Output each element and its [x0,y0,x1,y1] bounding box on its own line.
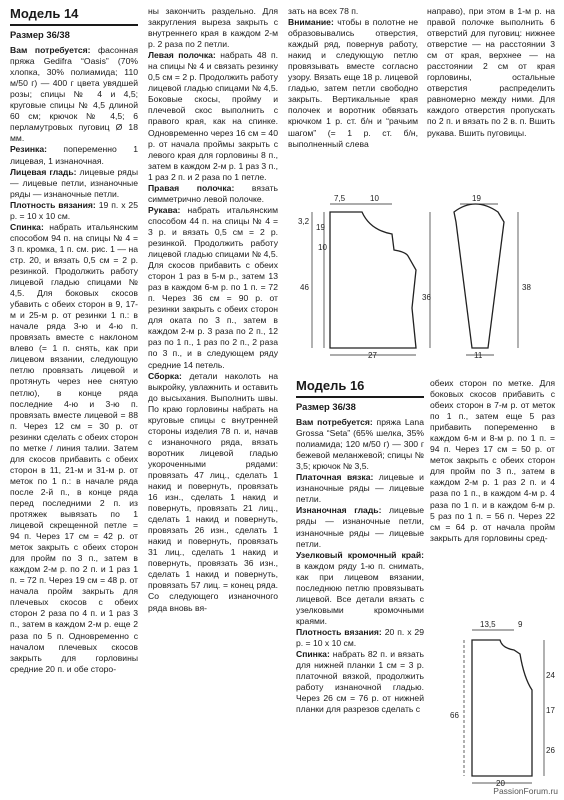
model16-column-1 [296,378,424,715]
model14-column-4 [427,6,555,139]
m14c2-body: вязать симметрично левой полочке. [148,182,278,204]
model16-body-outline [472,640,532,776]
dim-inner: 36 [422,293,431,302]
m14c2-paragraph [148,50,278,183]
m14c2-label: Левая полочка: [148,50,216,61]
model14-column-3 [288,6,418,150]
dim-upper: 3,2 [298,217,310,226]
model16-size: Размер 36/38 [296,401,356,412]
m14c3-paragraph [288,6,418,17]
m14c3-label: Внимание: [288,17,334,28]
dim-chest: 19 [316,223,325,232]
m16c1-label: Платочная вязка: [296,472,374,483]
m16c1-body: лицевые ряды — изнаночные петли, изнаночные ряды — лицевые петли. [296,505,424,549]
m14c2-body: детали наколоть на выкройку, увлажнить и оставить до высыхания. Выполнить швы. По краю горловины набрать на круговые спицы с внутренней стороны изделия 78 п. и, начав с изнаночного ряда, вязать воротник лицевой гладью укороченными рядами: провязать 47 лиц., сделать 1 накид и повернуть, провязать 16 изн., сделать 1 накид и повернуть, провязать 21 лиц., сделать 1 накид и повернуть, провязать 26 изн., сделать 1 накид и повернуть, провязать 31 лиц., сделать 1 накид и повернуть, провязать 36 изн., сделать 1 накид и повернуть, провязать 57 лиц. = конец ряда. Со следующего изнаночного ряда вновь вя- [148,370,278,613]
m14c1-body: фасонная пряжа Gedifra “Oasis” (70% хлопка, 30% полиамида; 110 м/50 г) — 400 г цвета увядшей розы; спицы № 4 и 4,5; круговые спицы № 4,5 длиной 60 см; крючок № 4,5; 6 перламутровых пуговиц Ø 18 мм. [10,45,138,144]
dim-cuff: 11 [474,351,483,360]
dim-bottom-left: 27 [368,351,377,360]
m16c1-body: 20 п. х 29 р. = 10 х 10 см. [296,626,424,648]
m16c2-paragraph [430,378,555,544]
dim-neck: 10 [370,194,379,203]
m14c1-paragraph [10,222,138,675]
m16-dim-66: 66 [450,711,459,720]
m14c1-body: 19 п. х 25 р. = 10 х 10 см. [10,199,138,221]
dim-body-h: 46 [300,283,309,292]
m14c2-label: Рукава: [148,204,181,215]
m16-dim-26: 26 [546,746,555,755]
model16-title: Модель 16 [296,378,424,398]
m14c1-body: лицевые ряды — лицевые петли, изнаночные ряды — изнаночные петли. [10,166,138,199]
m16c1-paragraph [296,627,424,649]
dim-top: 7,5 [334,194,346,203]
m16c1-label: Спинка: [296,649,330,660]
m14c4-paragraph [427,6,555,139]
m14c2-paragraph [148,371,278,614]
m16c2-body: обеих сторон по метке. Для боковых скосов прибавить с обеих сторон в 7-м р. от меток по 1 п., затем еще 5 раз прибавить попеременно в каждом 6-м и 8-м р. по 1 п. = 94 п. Через 17 см = 50 р. от меток закрыть с обеих сторон для пройм по 3 п., затем в каждом 2-м р. 1 раз 2 п. и 4 раза по 1 п., в каждом 4-м р. 4 раза по 1 п. и в каждом 6-м р. 5 раз по 1 п. = 56 п. Через 22 см = 64 р. от начала пройм закрыть для горловины сред- [430,378,555,543]
m16c1-body: набрать 82 п. и вязать для нижней планки 1 см = 3 р. платочной вязкой, продолжить работу изнаночной гладью. Через 26 см = 76 р. от нижней планки для разрезов сделать с [296,649,424,715]
model16-col1-text [296,417,424,715]
m16c1-body: в каждом ряду 1-ю п. снимать, как при лицевом вязании, последнюю петлю провязывать лицевой. Все детали вязать с узелковыми кромочными краями. [296,560,424,626]
m16c1-paragraph [296,505,424,549]
m16c1-paragraph [296,472,424,505]
m14c3-body: зать на всех 78 п. [288,6,359,16]
m14c1-label: Лицевая гладь: [10,166,77,177]
model14-col3-text [288,6,418,150]
model14-column-2 [148,6,278,614]
m16c1-label: Плотность вязания: [296,626,382,637]
m16c1-label: Вам потребуется: [296,417,373,428]
m16c1-body: лицевые и изнаночные ряды — лицевые петли. [296,472,424,505]
m16c1-label: Узелковый кромочный край: [296,549,424,560]
dim-sleeve-len: 38 [522,283,531,292]
m14c1-body: попеременно 1 лицевая, 1 изнаночная. [10,144,138,166]
model14-col1-text [10,45,138,675]
m16c1-paragraph [296,550,424,627]
m14c2-paragraph [148,205,278,371]
m14c1-label: Резинка: [10,144,47,155]
body-outline [330,212,416,348]
model16-col2-text [430,378,555,544]
m14c2-label: Сборка: [148,370,182,381]
m14c1-paragraph [10,200,138,222]
model16-pattern-diagram [442,618,560,788]
watermark: PassionForum.ru [493,786,558,796]
m14c3-body: чтобы в полотне не образовывались отверстия, каждый ряд, повернув работу, накид и следующую петлю провязывать вместе согласно узору. Вязать еще 18 р. лицевой гладью, затем петли свободно закрыть. Вертикальные края полочек и воротник обвязать крючком 1 р. ст. б/н и “рачьим шагом” (= 1 р. ст. б/н, выполненный слева [288,17,418,149]
m16-dim-20: 20 [496,779,505,788]
m14c2-paragraph [148,183,278,205]
m14c1-paragraph [10,144,138,166]
model16-column-2 [430,378,555,544]
m14c1-paragraph [10,45,138,144]
m14c4-body: направо), при этом в 1-м р. на правой полочке выполнить 6 отверстий для пуговиц: нижнее отверстие — на расстоянии 3 см от края, верхнее — на расстоянии 2 см от края горловины, остальные отверстия распределить равномерно между ними. Для каждого отверстия пропускать по 2 п. и вязать по 2 в. п. Вшить рукава. Вшить пуговицы. [427,6,555,138]
m14c1-label: Плотность вязания: [10,199,96,210]
m14c3-paragraph [288,17,418,150]
m14c1-body: набрать итальянским способом 94 п. на спицы № 4 = 3 п. кромка, 1 п. см. рис. 1 — на стр. 20, и вязать 0,5 см = 2 р. резинкой. Продолжить работу лицевой гладью спицами № 4,5. Для боковых скосов убавить с обеих сторон в 9, 17-м и 25-м р. от резинки 1 п.: в начале ряда 3-ю и 4-ю п. провязать вместе с наклоном влево (= 1 п. снять, как при лицевом вязании, следующую петлю провязать лицевой и протянуть через нее снятую петлю), в конце ряда последние 4-ю и 3-ю п. провязать вместе лицевой = 88 п. Через 12 см = 30 р. от резинки сделать с обеих сторон по метке / линия талии. Затем для скосов прибавить с обеих сторон в 11, 21-м и 31-м р. от меток по 1 п.: в начале ряда после 2-й п., в конце ряда перед последними 2 п. из протяжек вывязать по 1 лицевой скрещенной петле = 94 п. Через 17 см = 42 р. от меток закрыть с обеих сторон для пройм по 3 п., затем в каждом 2-м р. по 2 п. и 1 раз 1 п. = 72 п. Через 19 см = 48 р. от начала пройм закрыть для плечевых скосов с обеих сторон 2 раза по 4 п. и 1 раз 3 п., затем в каждом 2-м р. еще 2 раза по 5 п. Одновременно с началом плечевых скосов закрыть для горловины средние 20 п. и обе сторо- [10,221,138,674]
model14-column-1 [10,6,138,675]
m16-dim-neck: 9 [518,620,523,629]
m14c2-body: набрать 48 п. на спицы № 4 и связать резинку 0,5 см = 2 р. Продолжить работу лицевой гладью спицами № 4,5. Боковые скосы, пройму и плечевой скос выполнить с правого края, как на спинке. Одновременно через 16 см = 40 р. от начала проймы закрыть с левого края для горловины 8 п., затем в каждом 2-м р. 1 раз 3 п., 1 раз 2 п. и 2 раза по 1 петле. [148,50,279,182]
model14-col4-text [427,6,555,139]
model14-pattern-diagram [290,190,560,360]
dim-waist: 10 [318,243,327,252]
model14-title: Модель 14 [10,6,138,26]
m16c1-body: пряжа Lana Grossa “Seta” (65% шелка, 35% полиамида; 120 м/50 г) — 300 г бежевой меланжевой; спицы № 3,5; крючок № 3,5. [296,417,424,472]
m14c1-label: Спинка: [10,221,44,232]
m14c2-label: Правая полочка: [148,182,235,193]
m16c1-label: Изнаночная гладь: [296,505,382,516]
m16c1-paragraph [296,649,424,715]
dim-sleeve-w: 19 [472,194,481,203]
model14-size: Размер 36/38 [10,29,70,40]
m14c1-paragraph [10,167,138,200]
sleeve-outline [454,204,504,348]
m16-dim-17: 17 [546,706,555,715]
m16c1-paragraph [296,417,424,472]
m14c1-label: Вам потребуется: [10,45,91,56]
model14-col2-text [148,6,278,614]
m14c2-body: ны закончить раздельно. Для закругления выреза закрыть с внутреннего края в каждом 2-м р. 2 раза по 2 петли. [148,6,278,50]
m14c2-body: набрать итальянским способом 44 п. на спицы № 4 = 3 р. и вязать 0,5 см = 2 р. резинкой. Продолжить работу лицевой гладью спицами № 4,5. Для скосов прибавить с обеих сторон 1 раз в 5-м р., затем 13 раз в каждом 6-м р. по 1 п. = 72 п. Через 36 см = 90 р. от резинки закрыть с обеих сторон для оката по 3 п., затем в каждом 2-м р. 3 раза по 2 п., 12 раз по 1 п., 1 раз по 2 п., 2 раза по 3 п., и в следующем ряду средние 14 петель. [148,204,278,370]
m14c2-paragraph [148,6,278,50]
m16-dim-top: 13,5 [480,620,496,629]
m16-dim-24: 24 [546,671,555,680]
